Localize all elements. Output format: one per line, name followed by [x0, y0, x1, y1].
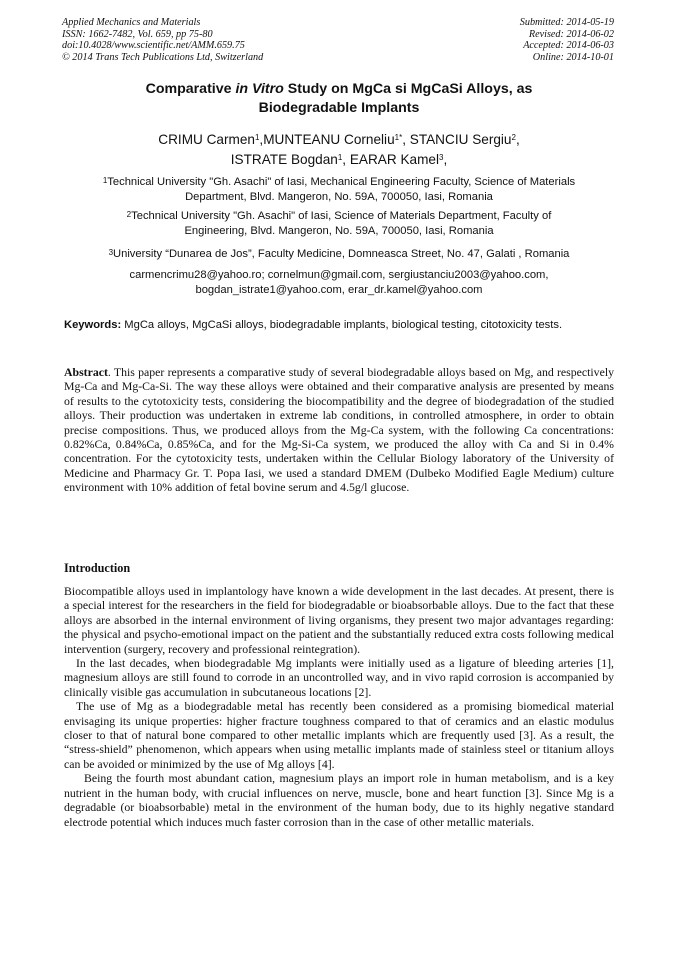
- abstract-text: . This paper represents a comparative study of several biodegradable alloys based on Mg, and respectively Mg-Ca and Mg-Ca-Si. The way these alloys were obtained and their comparative analysis are presented by means of results to the cytotoxicity tests, considering the biocompatibility and the degree of biodegradation of the studied alloys. Their production was undertaken in extreme lab conditions, in controlled atmosphere, in order to obtain precise compositions. Thus, we produced alloys from the Mg-Ca system, with the following Ca concentrations: 0.82%Ca, 0.84%Ca, 0.85%Ca, and for the Mg-Si-Ca system, we produced the alloy with Ca and Si in 0.4% concentration. For the cytotoxicity tests, undertaken within the Cellular Biology laboratory of the University of Medicine and Pharmacy Gr. T. Popa Iasi, we used a standard DMEM (Dulbeko Modified Eagle Medium) culture environment with 10% addition of fetal bovine serum and 4.5g/l glucose.: [64, 365, 614, 495]
- author-name: , EARAR Kamel: [342, 151, 439, 167]
- affiliation-2: $^2$Technical University "Gh. Asachi" of Iasi, Science of Materials Department, Faculty of Engineering, Blvd. Mangeron, No. 59A, 700050, Iasi, Romania: [126, 210, 552, 237]
- journal-header: [62, 17, 263, 63]
- journal-issn: ISSN: 1662-7482, Vol. 659, pp 75-80: [62, 28, 213, 40]
- paper-title: Comparative in Vitro Study on MgCa si MgCaSi Alloys, as Biodegradable Implants: [145, 81, 533, 116]
- publication-dates: [520, 17, 614, 63]
- keywords-text: MgCa alloys, MgCaSi alloys, biodegradable implants, biological testing, citotoxicity tests.: [121, 319, 563, 331]
- affiliation-1: $^1$Technical University "Gh. Asachi" of Iasi, Mechanical Engineering Faculty, Science of Materials Department, Blvd. Mangeron, No. 59A, 700050, Iasi, Romania: [102, 176, 576, 203]
- submitted-date: Submitted: 2014-05-19: [519, 17, 614, 28]
- author-name: , STANCIU Sergiu: [402, 132, 512, 147]
- paragraph: The use of Mg as a biodegradable metal has recently been considered as a promising biomedical material envisaging its unique properties: higher fracture toughness compared to that of ceramics and an elastic modulus closer to that of natural bone compared to other metallic implants which are frequently used [3]. As a result, the “stress-shield” phenomenon, which appears when using metallic implants made of stainless steel or titanium alloys can be avoided or minimized by the use of Mg alloys [4].: [64, 699, 614, 771]
- abstract-label: Abstract: [64, 365, 108, 379]
- abstract: [64, 365, 614, 495]
- author-emails: carmencrimu28@yahoo.ro; cornelmun@gmail.com, sergiustanciu2003@yahoo.com, bogdan_istrate1@yahoo.com, erar_dr.kamel@yahoo.com: [129, 269, 549, 296]
- revised-date: Revised: 2014-06-02: [528, 28, 614, 40]
- section-heading-introduction: Introduction: [64, 561, 131, 575]
- journal-doi: doi:10.4028/www.scientific.net/AMM.659.75: [62, 40, 245, 52]
- journal-copyright: © 2014 Trans Tech Publications Ltd, Switzerland: [62, 51, 264, 63]
- paragraph: Biocompatible alloys used in implantology have known a wide development in the last decades. At present, there is a special interest for the researchers in the field for biodegradable or bioabsorbable alloys. Due to the fact that these alloys are absorbed in the internal environment of living organisms, they present two major advantages regarding: the physical and psycho-emotional impact on the patient and the substantially reduced extra costs following medical intervention (surgery, recovery and professional reintegration).: [64, 584, 614, 656]
- keywords: [64, 318, 614, 333]
- journal-name: Applied Mechanics and Materials: [62, 17, 201, 28]
- accepted-date: Accepted: 2014-06-03: [523, 40, 614, 52]
- paragraph: Being the fourth most abundant cation, magnesium plays an import role in human metabolism, and is a key nutrient in the human body, with crucial influences on nerve, muscle, bone and heart function [3]. Since Mg is a degradable (or bioabsorbable) metal in the environment of the human body, due to its highly negative standard electrode potential which induces much faster corrosion than in the case of other metallic materials.: [64, 771, 614, 829]
- author-name: ,MUNTEANU Corneliu: [259, 132, 395, 147]
- paragraph: In the last decades, when biodegradable Mg implants were initially used as a ligature of bleeding arteries [1], magnesium alloys are still found to corrode in an uncontrolled way, and in vivo rapid corrosion is accompanied by clinically visible gas accumulation in subcutaneous locations [2].: [64, 656, 614, 699]
- online-date: Online: 2014-10-01: [532, 51, 614, 63]
- author-list: CRIMU Carmen$^1$,MUNTEANU Corneliu$^{1*}$, STANCIU Sergiu$^2$, ISTRATE Bogdan$^1$, EARAR Kamel$^3$,: [158, 132, 520, 167]
- keywords-label: Keywords:: [64, 319, 122, 331]
- author-name: CRIMU Carmen: [158, 132, 255, 147]
- introduction-body: [64, 584, 614, 829]
- author-name: ISTRATE Bogdan: [230, 151, 338, 167]
- affiliation-3: $^3$University “Dunarea de Jos”, Faculty Medicine, Domneasca Street, No. 47, Galati , Romania: [108, 248, 570, 260]
